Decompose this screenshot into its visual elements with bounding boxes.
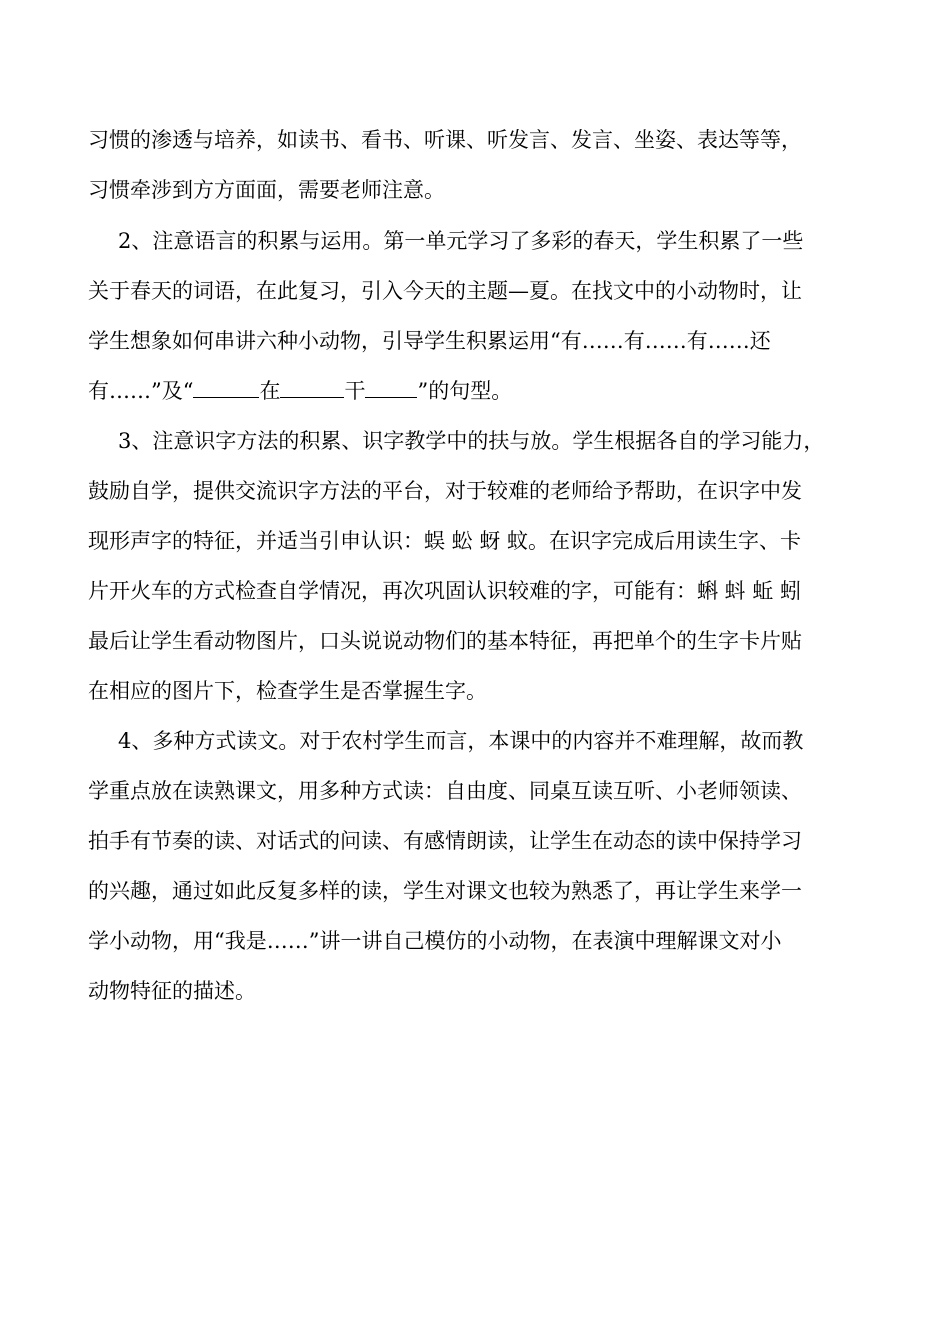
fill-blank <box>193 377 259 398</box>
fill-text-part: 干 <box>344 379 366 403</box>
fill-text-part: 有……”及“ <box>88 379 194 403</box>
text-line: 习惯牵涉到方方面面，需要老师注意。 <box>88 178 445 202</box>
text-line: 在相应的图片下，检查学生是否掌握生字。 <box>88 679 487 703</box>
fill-in-sentence-line <box>88 377 512 405</box>
text-line: 学生想象如何串讲六种小动物，引导学生积累运用“有……有……有……还 <box>88 329 771 353</box>
text-line: 动物特征的描述。 <box>88 979 256 1003</box>
text-line: 的兴趣，通过如此反复多样的读，学生对课文也较为熟悉了，再让学生来学一 <box>88 879 802 903</box>
text-line: 4、多种方式读文。对于农村学生而言，本课中的内容并不难理解，故而教 <box>118 729 804 753</box>
text-line: 关于春天的词语，在此复习，引入今天的主题—夏。在找文中的小动物时，让 <box>88 279 802 303</box>
text-line: 学重点放在读熟课文，用多种方式读：自由度、同桌互读互听、小老师领读、 <box>88 779 802 803</box>
text-line: 拍手有节奏的读、对话式的问读、有感情朗读，让学生在动态的读中保持学习 <box>88 829 802 853</box>
text-line: 习惯的渗透与培养，如读书、看书、听课、听发言、发言、坐姿、表达等等， <box>88 128 802 152</box>
text-line: 最后让学生看动物图片，口头说说动物们的基本特征，再把单个的生字卡片贴 <box>88 629 802 653</box>
text-line: 鼓励自学，提供交流识字方法的平台，对于较难的老师给予帮助，在识字中发 <box>88 479 802 503</box>
fill-blank <box>365 377 417 398</box>
text-line: 2、注意语言的积累与运用。第一单元学习了多彩的春天，学生积累了一些 <box>118 229 804 253</box>
fill-blank <box>280 377 344 398</box>
fill-text-part: 在 <box>259 379 281 403</box>
text-line: 学小动物，用“我是……”讲一讲自己模仿的小动物，在表演中理解课文对小 <box>88 929 782 953</box>
text-line: 3、注意识字方法的积累、识字教学中的扶与放。学生根据各自的学习能力， <box>118 429 825 453</box>
text-line: 现形声字的特征，并适当引申认识：蜈 蚣 蚜 蚊。在识字完成后用读生字、卡 <box>88 529 802 553</box>
text-line: 片开火车的方式检查自学情况，再次巩固认识较难的字，可能有：蝌 蚪 蚯 蚓 <box>88 579 802 603</box>
fill-text-part: ”的句型。 <box>417 379 513 403</box>
